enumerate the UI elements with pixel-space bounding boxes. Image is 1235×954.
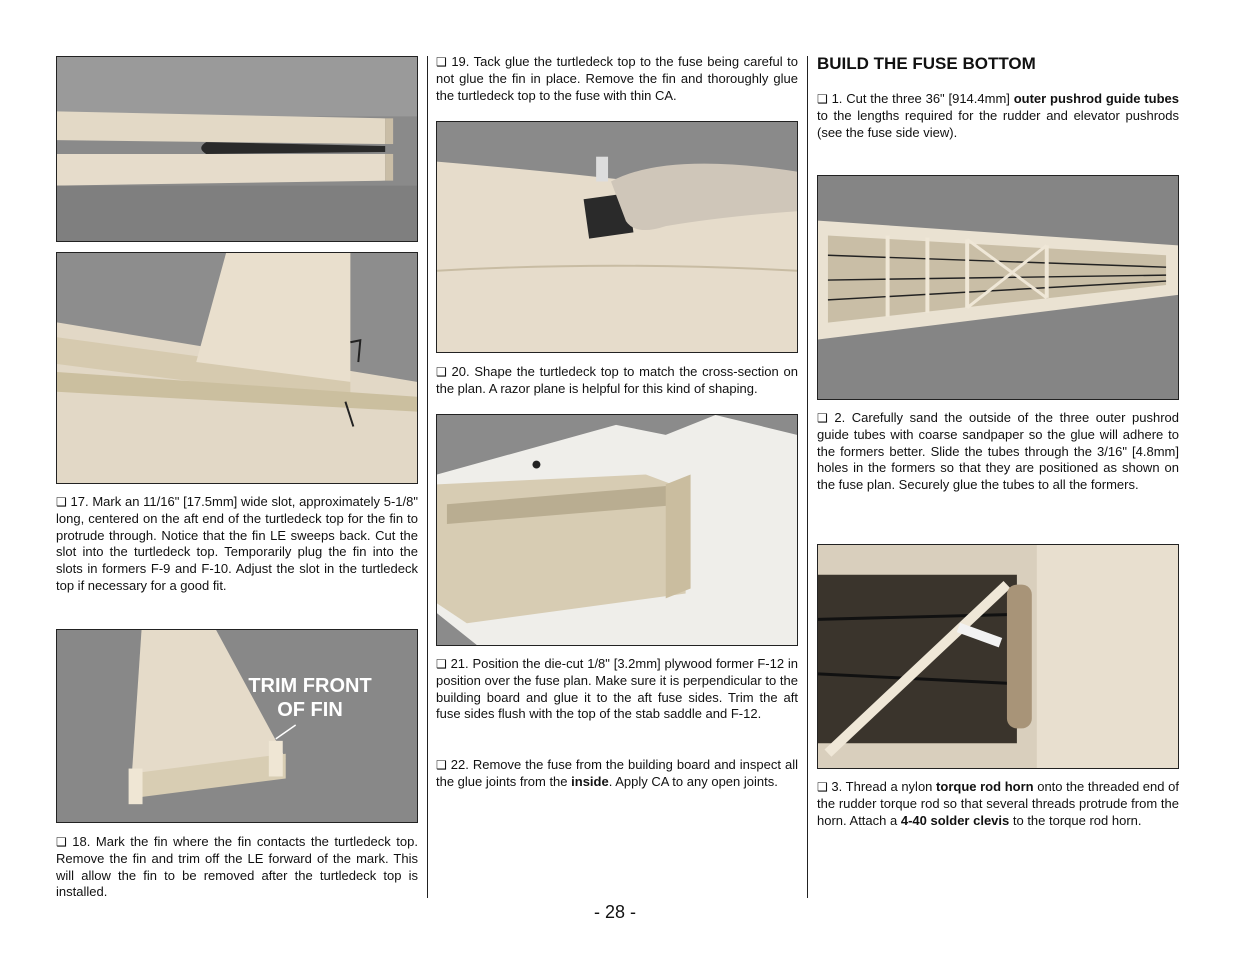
step-22-text [436,757,798,791]
step-17-body: 17. Mark an 11/16" [17.5mm] wide slot, approximately 5-1/8" long, centered on the aft end of the turtledeck top for the fin to protrude through. Notice that the fin LE sweeps back. Cut the slot into the turtledeck top. Temporarily plug the fin into the slots in formers F-9 and F-10. Adjust the slot in the turtledeck top if necessary for a good fit. [56,494,418,593]
step-22-bold: inside [571,773,609,789]
checkbox-icon: ❑ [817,92,828,106]
step-1-body-pre: 1. Cut the three 36" [914.4mm] [831,91,1014,106]
step-3-body-post: to the torque rod horn. [1009,812,1142,828]
checkbox-icon: ❑ [817,780,828,794]
photo-fin-in-slot [56,252,418,484]
photo-tack-glue-turtledeck [436,121,798,353]
checkbox-icon: ❑ [436,657,447,671]
step-18-text [56,834,418,901]
step-1-bold: outer pushrod guide tubes [1013,91,1179,106]
step-19-text [436,54,798,104]
section-heading: BUILD THE FUSE BOTTOM [817,54,1036,73]
step-17-text [56,494,418,595]
photo-trim-front-of-fin [56,629,418,823]
photo-torque-rod-horn [817,544,1179,769]
step-22-body-post: . Apply CA to any open joints. [608,773,778,789]
checkbox-icon: ❑ [817,411,828,425]
step-20-text [436,364,798,398]
checkbox-icon: ❑ [56,495,67,509]
photo-label-trim-front [210,674,410,722]
checkbox-icon: ❑ [436,758,447,772]
step-3-text [817,779,1179,829]
step-18-body: 18. Mark the fin where the fin contacts the turtledeck top. Remove the fin and trim off the LE forward of the mark. This will allow the fin to be removed after the turtledeck top is installed. [56,834,418,900]
step-1-text [817,91,1179,141]
photo-fuse-top-view [817,175,1179,400]
step-2-text [817,410,1179,494]
checkbox-icon: ❑ [56,835,67,849]
step-21-text [436,656,798,723]
checkbox-icon: ❑ [436,365,447,379]
photo-former-f12 [436,414,798,646]
step-1-body-post: to the lengths required for the rudder and elevator pushrods (see the fuse side view). [817,107,1179,140]
checkbox-icon: ❑ [436,55,447,69]
column-divider-1 [427,56,428,898]
step-3-bold-2: 4-40 solder clevis [900,812,1010,828]
step-3-bold-1: torque rod horn [936,779,1034,794]
step-20-body: 20. Shape the turtledeck top to match the cross-section on the plan. A razor plane is helpful for this kind of shaping. [436,364,798,396]
step-21-body: 21. Position the die-cut 1/8" [3.2mm] plywood former F-12 in position over the fuse plan. Make sure it is perpendicular to the building board and glue it to the aft fuse sides. Trim the aft fuse sides flush with the top of the stab saddle and F-12. [436,656,798,722]
step-3-body-pre: 3. Thread a nylon [831,779,937,794]
photo-label-line-2: OF FIN [277,699,343,721]
step-19-body: 19. Tack glue the turtledeck top to the fuse being careful to not glue the fin in place. Remove the fin and thoroughly glue the turtledeck top to the fuse with thin CA. [436,54,798,103]
page-number: - 28 - [594,902,637,922]
step-2-body: 2. Carefully sand the outside of the three outer pushrod guide tubes with coarse sandpaper so the glue will adhere to the formers better. Slide the tubes through the 3/16" [4.8mm] holes in the formers so that they are positioned as shown on the fuse plan. Securely glue the tubes to all the formers. [817,410,1179,493]
column-divider-2 [807,56,808,898]
step-3-body-mid: onto the threaded end of the rudder torque rod so that several threads protrude from the horn. Attach a [817,779,1179,828]
photo-label-line-1: TRIM FRONT [248,675,372,697]
step-22-body-pre: 22. Remove the fuse from the building board and inspect all the glue joints from the [436,757,798,789]
photo-turtledeck-slot [56,56,418,242]
